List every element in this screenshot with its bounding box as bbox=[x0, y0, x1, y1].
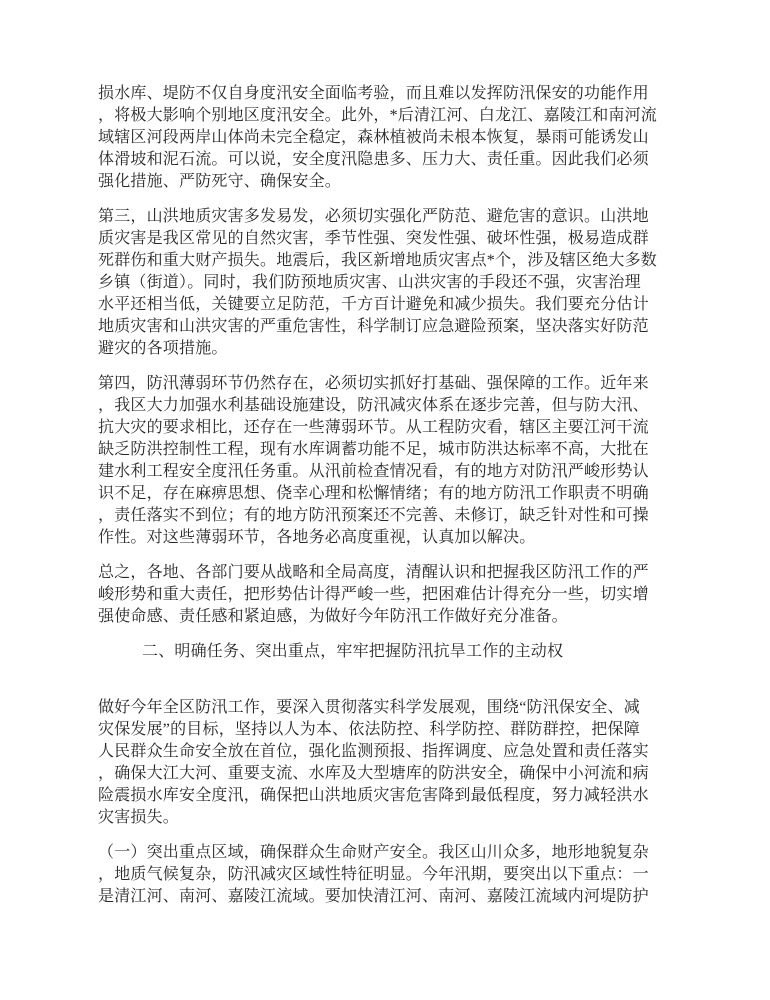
paragraph-1 bbox=[98, 83, 658, 193]
heading-text-line: 二、明确任务、突出重点，牢牢把握防汛抗旱工作的主动权 bbox=[142, 643, 564, 660]
text-line: 缺乏防洪控制性工程，现有水库调蓄功能不足，城市防洪达标率不高，大批在 bbox=[98, 441, 649, 458]
text-line: 作性。对这些薄弱环节，各地务必高度重视，认真加以解决。 bbox=[98, 529, 536, 546]
text-line: 做好今年全区防汛工作，要深入贯彻落实科学发展观，围绕“防汛保安全、减 bbox=[98, 699, 640, 716]
text-line: 域辖区河段两岸山体尚未完全稳定，森林植被尚未根本恢复，暴雨可能诱发山 bbox=[98, 129, 649, 146]
text-line: 第四，防汛薄弱环节仍然存在，必须切实抓好打基础、强保障的工作。近年来 bbox=[98, 375, 649, 392]
text-line: 人民群众生命安全放在首位，强化监测预报、指挥调度、应急处置和责任落实 bbox=[98, 743, 649, 760]
text-line: 抗大灾的要求相比，还存在一些薄弱环节。从工程防灾看，辖区主要江河干流 bbox=[98, 419, 649, 436]
text-line: 第三，山洪地质灾害多发易发，必须切实强化严防范、避危害的意识。山洪地 bbox=[98, 208, 649, 225]
text-line: ，地质气候复杂，防汛减灾区域性特征明显。今年汛期，要突出以下重点：一 bbox=[98, 866, 649, 883]
text-line: ，确保大江大河、重要支流、水库及大型塘库的防洪安全，确保中小河流和病 bbox=[98, 765, 649, 782]
text-line: 是清江河、南河、嘉陵江流域。要加快清江河、南河、嘉陵江流域内河堤防护 bbox=[98, 888, 649, 905]
text-line: 损水库、堤防不仅自身度汛安全面临考验，而且难以发挥防汛保安的功能作用 bbox=[98, 85, 649, 102]
text-line: 水平还相当低，关键要立足防范，千方百计避免和减少损失。我们要充分估计 bbox=[98, 296, 649, 313]
text-line: 地质灾害和山洪灾害的严重危害性，科学制订应急避险预案，坚决落实好防范 bbox=[98, 318, 649, 335]
text-line: 识不足，存在麻痹思想、侥幸心理和松懈情绪；有的地方防汛工作职责不明确 bbox=[98, 485, 649, 502]
text-line: 质灾害是我区常见的自然灾害，季节性强、突发性强、破坏性强，极易造成群 bbox=[98, 230, 649, 247]
text-line: 峻形势和重大责任，把形势估计得严峻一些，把困难估计得充分一些，切实增 bbox=[98, 586, 649, 603]
text-line: 强化措施、严防死守、确保安全。 bbox=[98, 173, 342, 190]
paragraph-4 bbox=[98, 562, 650, 628]
text-line: ，责任落实不到位；有的地方防汛预案还不完善、未修订，缺乏针对性和可操 bbox=[98, 507, 649, 524]
text-line: 死群伤和重大财产损失。地震后，我区新增地质灾害点*个，涉及辖区绝大多数 bbox=[98, 252, 658, 269]
text-line: 险震损水库安全度汛，确保把山洪地质灾害危害降到最低程度，努力减轻洪水 bbox=[98, 787, 649, 804]
paragraph-6 bbox=[98, 842, 650, 908]
text-line: 强使命感、责任感和紧迫感，为做好今年防汛工作做好充分准备。 bbox=[98, 608, 568, 625]
paragraph-5 bbox=[98, 697, 650, 829]
text-line: 避灾的各项措施。 bbox=[98, 340, 228, 357]
text-line: 总之，各地、各部门要从战略和全局高度，清醒认识和把握我区防汛工作的严 bbox=[98, 564, 649, 581]
paragraph-2 bbox=[98, 206, 658, 360]
text-line: 乡镇（街道）。同时，我们防预地质灾害、山洪灾害的手段还不强，灾害治理 bbox=[98, 274, 641, 291]
text-line: 灾害损失。 bbox=[98, 809, 180, 826]
text-line: ，将极大影响个别地区度汛安全。此外，*后清江河、白龙江、嘉陵江和南河流 bbox=[98, 107, 658, 124]
paragraph-3 bbox=[98, 373, 650, 549]
text-line: 建水利工程安全度汛任务重。从汛前检查情况看，有的地方对防汛严峻形势认 bbox=[98, 463, 649, 480]
text-line: ，我区大力加强水利基础设施建设，防汛减灾体系在逐步完善，但与防大汛、 bbox=[98, 397, 649, 414]
text-line: 灾保发展”的目标，坚持以人为本、依法防控、科学防控、群防群控，把保障 bbox=[98, 721, 640, 738]
text-line: 体滑坡和泥石流。可以说，安全度汛隐患多、压力大、责任重。因此我们必须 bbox=[98, 151, 649, 168]
section-heading-2 bbox=[98, 641, 650, 663]
text-line: （一）突出重点区域，确保群众生命财产安全。我区山川众多，地形地貌复杂 bbox=[98, 844, 649, 861]
